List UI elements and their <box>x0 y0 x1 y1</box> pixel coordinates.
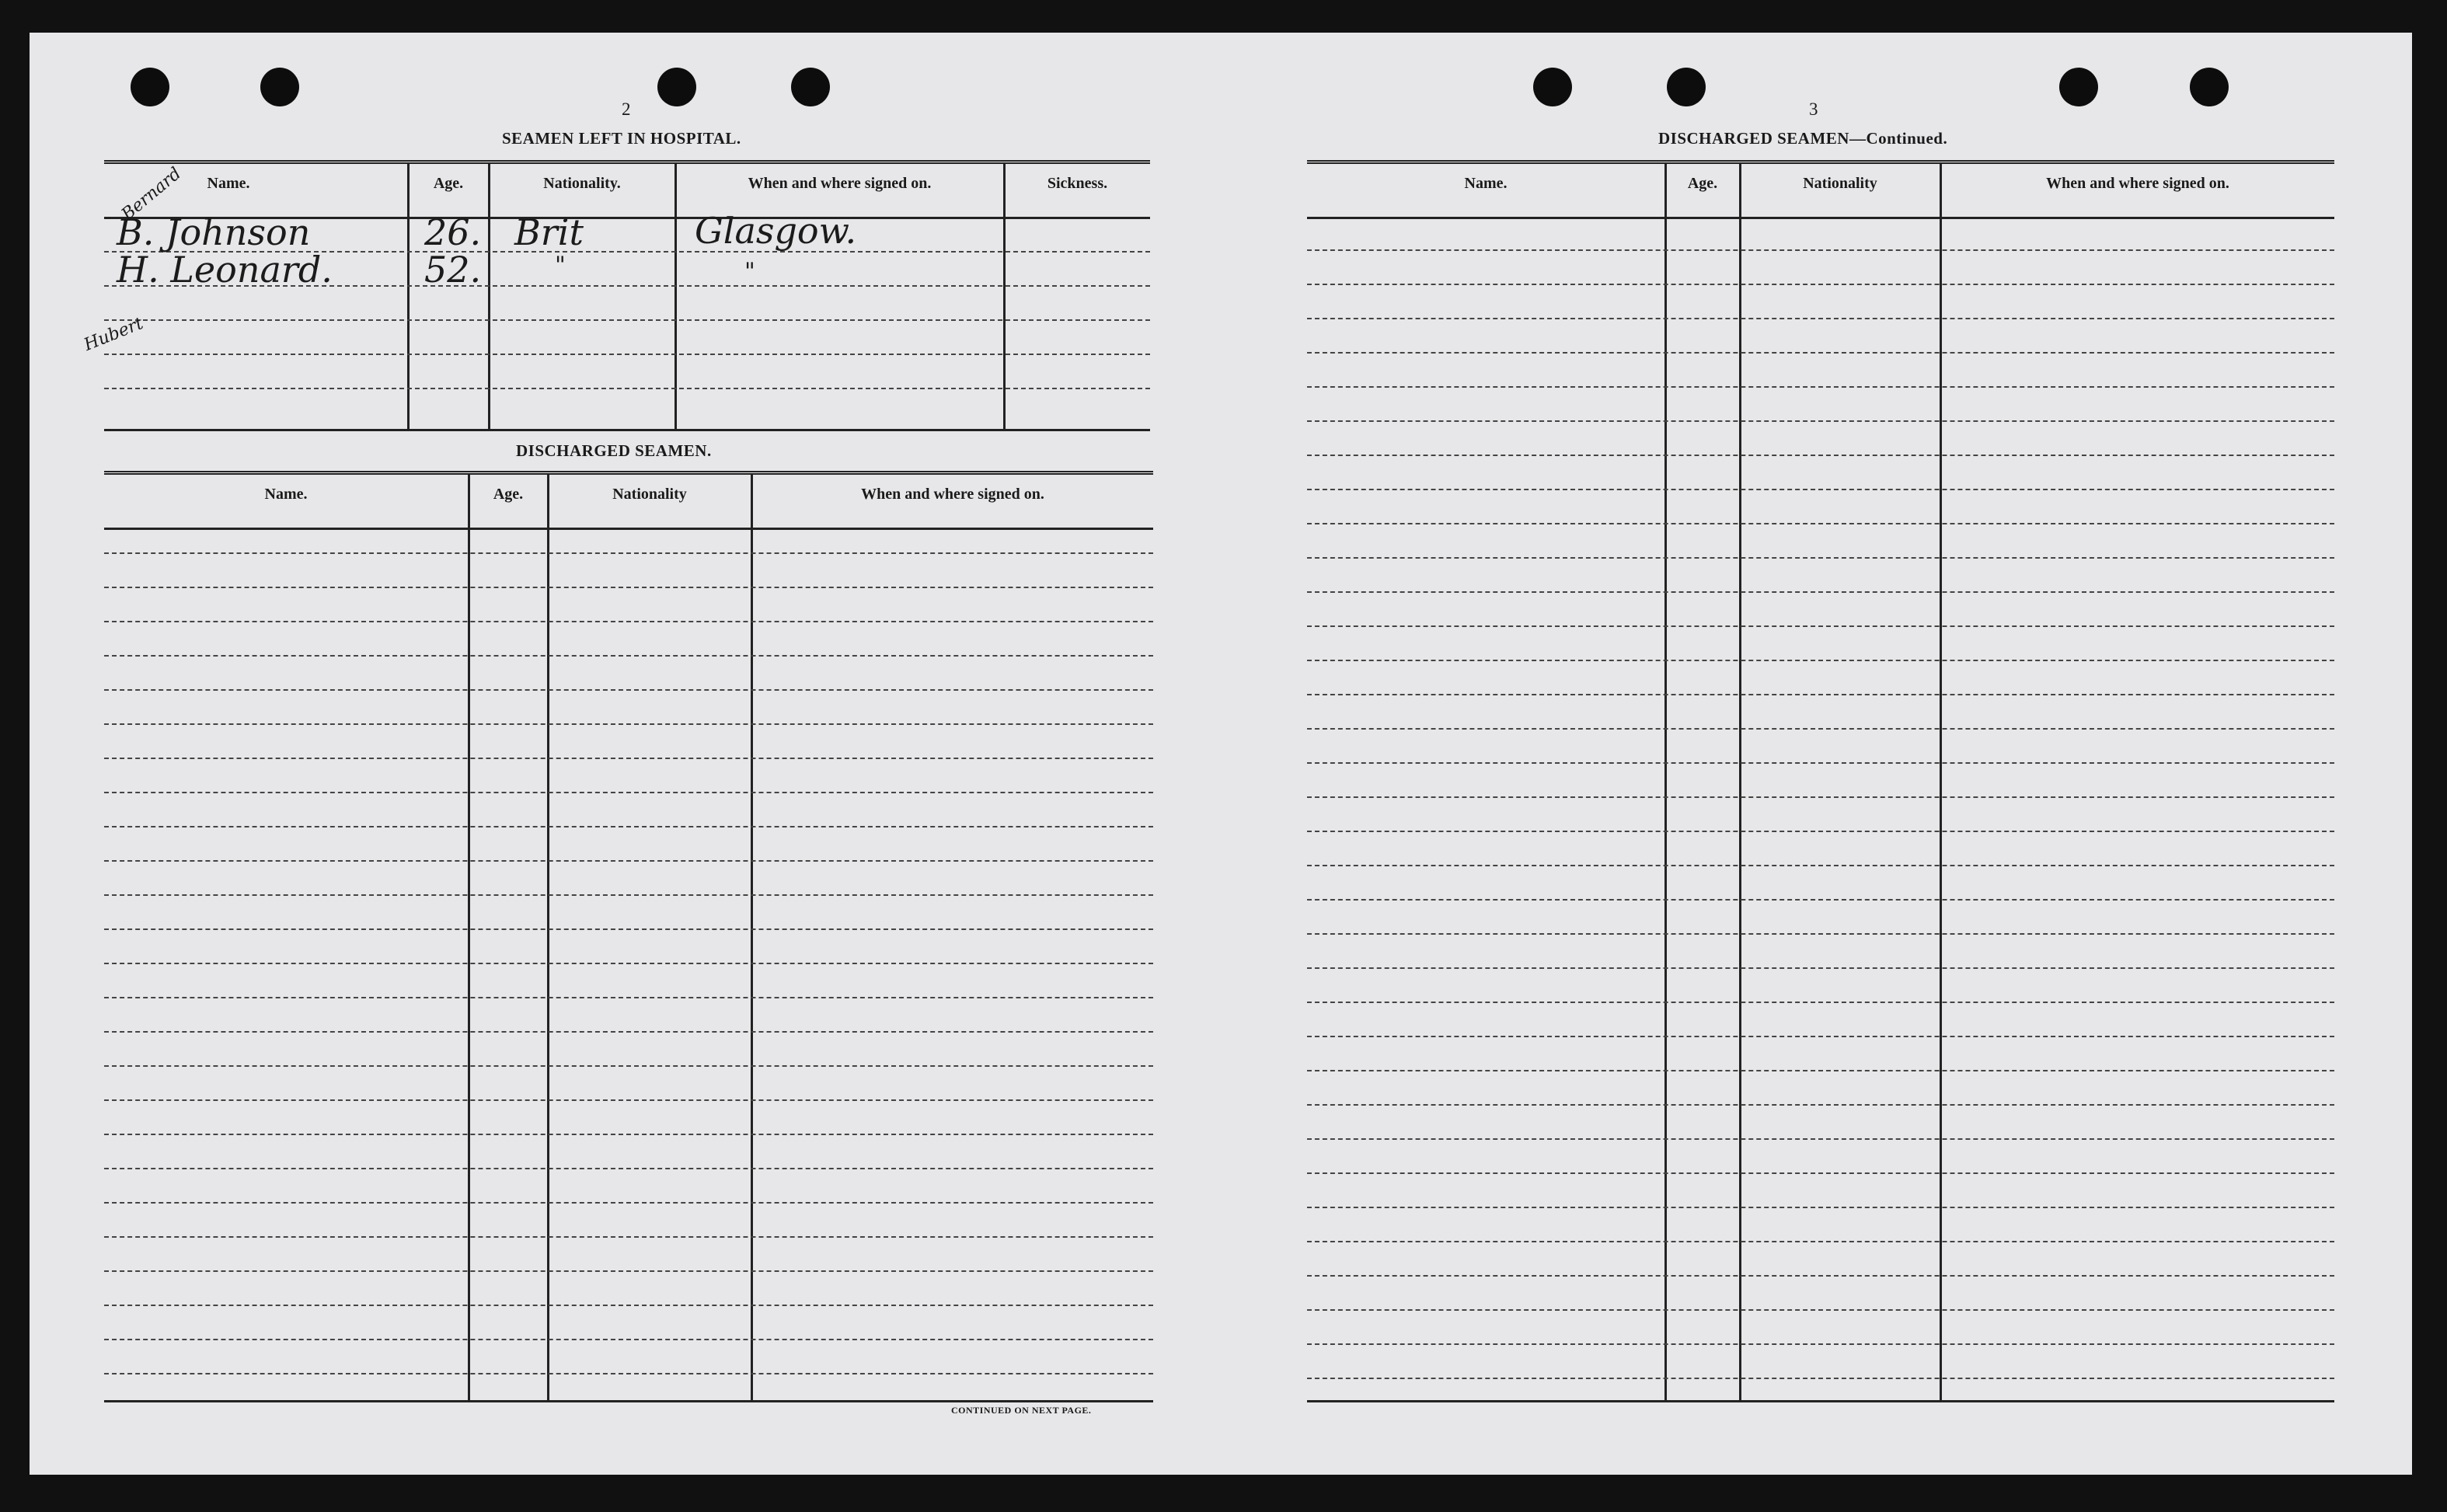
row-line <box>104 963 1153 964</box>
row-line <box>1307 1309 2334 1311</box>
column-header-name: Name. <box>264 486 308 503</box>
row-line <box>104 860 1153 862</box>
row-line <box>104 997 1153 998</box>
hw-name-row2: H. Leonard. <box>117 249 333 291</box>
column-header-nationality: Nationality <box>612 486 687 503</box>
row-line <box>1307 625 2334 627</box>
row-line <box>1307 899 2334 901</box>
hw-annotation-above: Bernard <box>117 163 186 225</box>
column-header-age: Age. <box>433 175 464 192</box>
row-line <box>104 388 1150 389</box>
row-line <box>104 1373 1153 1374</box>
hw-nationality-row2: " <box>555 252 566 279</box>
row-line <box>104 1168 1153 1169</box>
row-line <box>1307 1070 2334 1071</box>
column-header-sickness: Sickness. <box>1047 175 1108 192</box>
column-divider <box>1940 164 1942 1402</box>
column-header-signed-on: When and where signed on. <box>861 486 1044 503</box>
column-header-name: Name. <box>207 175 250 192</box>
row-line <box>1307 1343 2334 1345</box>
column-header-signed-on: When and where signed on. <box>2046 175 2229 192</box>
row-line <box>104 1339 1153 1340</box>
punch-hole <box>131 68 169 106</box>
table-bottom-rule <box>1307 1400 2334 1402</box>
row-line <box>1307 762 2334 764</box>
ledger-sheet <box>30 33 2412 1475</box>
right-page-title: DISCHARGED SEAMEN—Continued. <box>1658 129 1948 148</box>
hw-age-row2: 52. <box>424 249 482 291</box>
row-line <box>1307 967 2334 969</box>
column-divider <box>547 475 549 1402</box>
row-line <box>1307 352 2334 354</box>
row-line <box>1307 1104 2334 1106</box>
row-line <box>1307 1275 2334 1277</box>
row-line <box>104 758 1153 759</box>
row-line <box>104 792 1153 793</box>
column-divider <box>407 164 410 431</box>
row-line <box>1307 557 2334 559</box>
row-line <box>104 689 1153 691</box>
row-line <box>104 1270 1153 1272</box>
page-number-right: 3 <box>1809 99 1818 119</box>
punch-hole <box>1667 68 1706 106</box>
row-line <box>104 552 1153 554</box>
row-line <box>1307 694 2334 695</box>
row-line <box>1307 865 2334 866</box>
punch-hole <box>791 68 830 106</box>
row-line <box>104 1134 1153 1135</box>
column-header-nationality: Nationality <box>1803 175 1877 192</box>
row-line <box>1307 1207 2334 1208</box>
row-line <box>1307 796 2334 798</box>
punch-hole <box>2190 68 2229 106</box>
table-bottom-rule <box>104 429 1150 431</box>
row-line <box>1307 1241 2334 1242</box>
row-line <box>1307 318 2334 319</box>
row-line <box>1307 933 2334 935</box>
row-line <box>104 826 1153 827</box>
punch-hole <box>657 68 696 106</box>
row-line <box>104 1031 1153 1033</box>
row-line <box>1307 284 2334 285</box>
row-line <box>104 1236 1153 1238</box>
row-line <box>1307 1172 2334 1174</box>
row-line <box>1307 1378 2334 1379</box>
row-line <box>104 354 1150 355</box>
row-line <box>1307 249 2334 251</box>
row-line <box>1307 420 2334 422</box>
row-line <box>104 1065 1153 1067</box>
row-line <box>1307 523 2334 524</box>
hospital-section-title: SEAMEN LEFT IN HOSPITAL. <box>502 129 741 148</box>
column-header-age: Age. <box>1687 175 1718 192</box>
hospital-table <box>104 160 1150 431</box>
discharged-table-right <box>1307 160 2334 1402</box>
column-divider <box>1664 164 1667 1402</box>
hw-annotation-margin: Hubert <box>81 313 147 355</box>
row-line <box>1307 1036 2334 1037</box>
row-line <box>104 928 1153 930</box>
row-line <box>104 587 1153 588</box>
hw-nationality-row1: Brit <box>514 211 584 253</box>
table-bottom-rule <box>104 1400 1153 1402</box>
column-divider <box>468 475 470 1402</box>
row-line <box>104 655 1153 657</box>
column-header-age: Age. <box>493 486 524 503</box>
hw-name-row1: B. Johnson <box>117 211 311 253</box>
punch-hole <box>2059 68 2098 106</box>
discharged-table-left <box>104 471 1153 1402</box>
row-line <box>1307 831 2334 832</box>
row-line <box>1307 489 2334 490</box>
column-divider <box>751 475 753 1402</box>
row-line <box>104 894 1153 896</box>
discharged-section-title: DISCHARGED SEAMEN. <box>516 441 712 460</box>
row-line <box>104 1202 1153 1204</box>
hw-age-row1: 26. <box>424 211 482 253</box>
column-divider <box>1739 164 1741 1402</box>
page-number-left: 2 <box>622 99 631 119</box>
row-line <box>104 1305 1153 1306</box>
row-line <box>1307 455 2334 456</box>
column-divider <box>674 164 677 431</box>
row-line <box>104 621 1153 622</box>
column-header-name: Name. <box>1464 175 1508 192</box>
row-line <box>1307 728 2334 730</box>
column-header-signed-on: When and where signed on. <box>748 175 932 192</box>
row-line <box>1307 1002 2334 1003</box>
column-divider <box>488 164 490 431</box>
row-line <box>104 1099 1153 1101</box>
hw-signed-on-row2: " <box>744 258 755 285</box>
row-line <box>1307 591 2334 593</box>
row-line <box>104 319 1150 321</box>
column-divider <box>1003 164 1006 431</box>
continued-footer: CONTINUED ON NEXT PAGE. <box>951 1405 1092 1416</box>
punch-hole <box>1533 68 1572 106</box>
row-line <box>104 723 1153 725</box>
column-header-nationality: Nationality. <box>543 175 621 192</box>
row-line <box>1307 660 2334 661</box>
punch-hole <box>260 68 299 106</box>
hw-signed-on-row1: Glasgow. <box>695 210 857 252</box>
row-line <box>1307 386 2334 388</box>
row-line <box>1307 1138 2334 1140</box>
